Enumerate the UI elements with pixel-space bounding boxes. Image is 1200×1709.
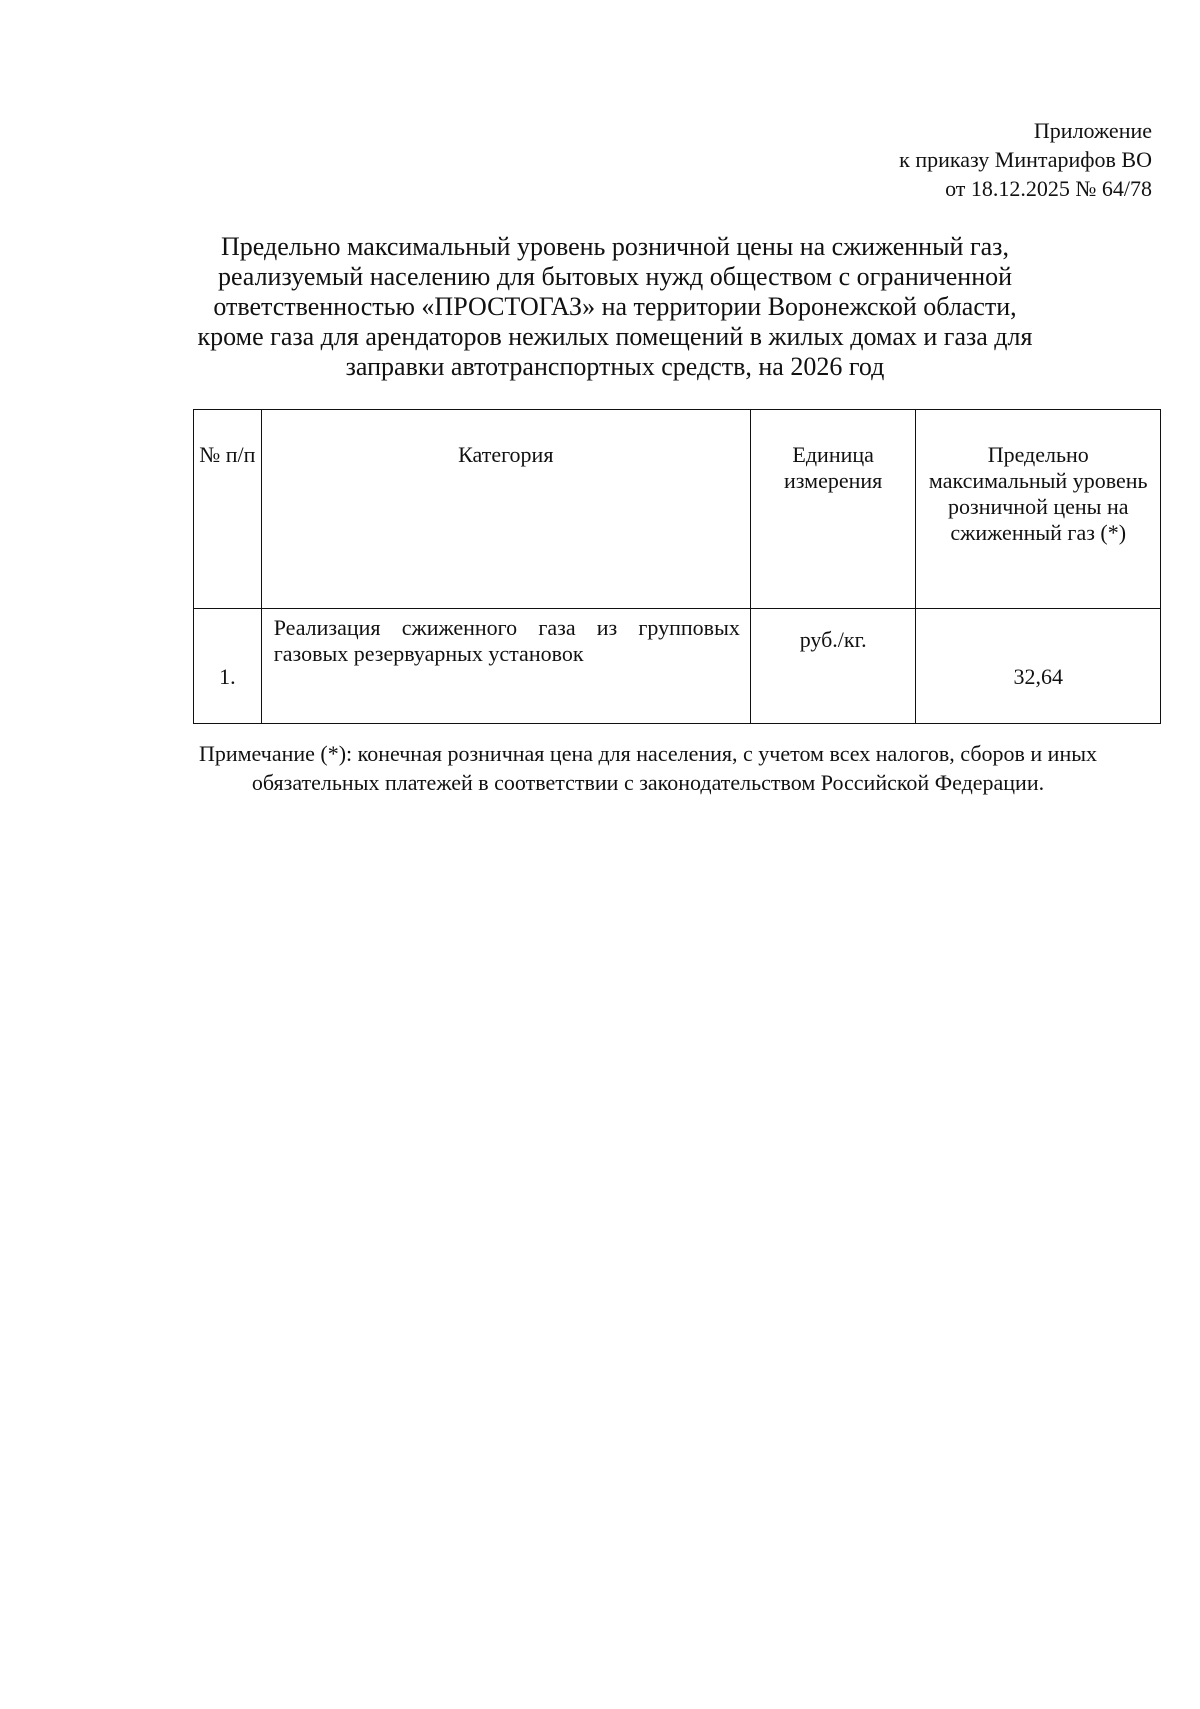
document-title (150, 232, 1080, 382)
row-price: 32,64 (916, 609, 1161, 724)
title-line-1: Предельно максимальный уровень розничной цены на сжиженный газ, (221, 232, 1009, 261)
header-price: Предельно максимальный уровень розничной цены на сжиженный газ (*) (916, 410, 1161, 609)
header-unit: Единица измерения (750, 410, 916, 609)
title-line-5: заправки автотранспортных средств, на 2026 год (345, 352, 885, 381)
row-num: 1. (194, 609, 262, 724)
appendix-header (899, 116, 1152, 203)
title-line-2: реализуемый населению для бытовых нужд обществом с ограниченной (217, 262, 1013, 291)
row-category: Реализация сжиженного газа из групповых газовых резервуарных установок (261, 609, 750, 724)
title-line-3: ответственностью «ПРОСТОГАЗ» на территории Воронежской области, (213, 292, 1017, 321)
header-num: № п/п (194, 410, 262, 609)
appendix-label: Приложение (1033, 118, 1152, 143)
table-header-row (194, 410, 1161, 609)
row-unit: руб./кг. (750, 609, 916, 724)
header-category: Категория (261, 410, 750, 609)
appendix-order-ref: к приказу Минтарифов ВО (899, 147, 1152, 172)
appendix-order-date: от 18.12.2025 № 64/78 (945, 176, 1152, 201)
table-row (194, 609, 1161, 724)
title-line-4: кроме газа для арендаторов нежилых помещений в жилых домах и газа для (197, 322, 1033, 351)
price-table (193, 409, 1161, 724)
footnote: Примечание (*): конечная розничная цена для населения, с учетом всех налогов, сборов и иных обязательных платежей в соответствии с законодательством Российской Федерации. (198, 741, 1098, 795)
